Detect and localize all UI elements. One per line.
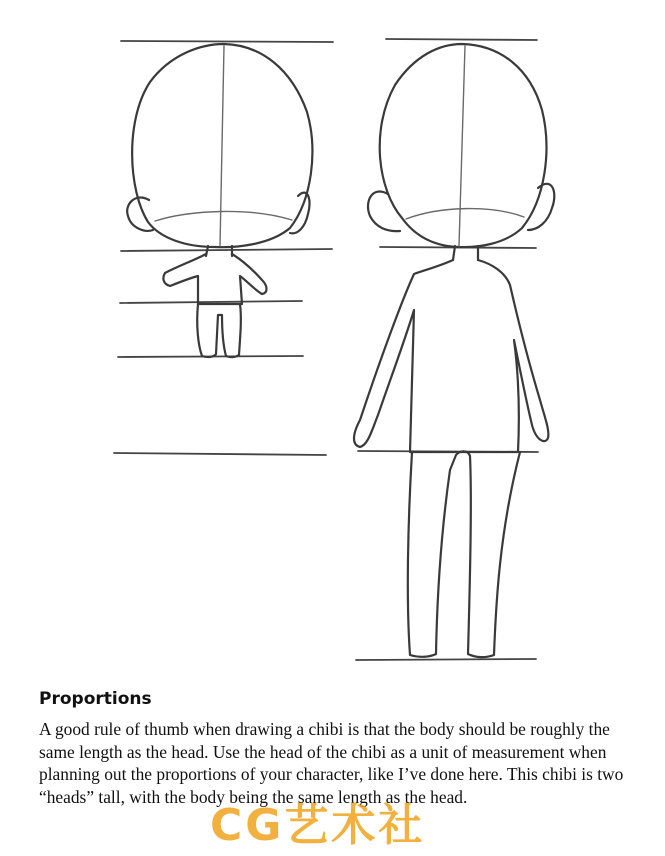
- section-heading: Proportions: [39, 689, 152, 709]
- guide-line-top: [121, 41, 333, 42]
- watermark-logo: [206, 794, 464, 850]
- chibi-legs: [197, 304, 241, 357]
- guide-line-feet-right: [356, 659, 536, 660]
- tall-head-centerline: [459, 46, 465, 246]
- chibi-torso: [163, 254, 266, 304]
- tall-figure: [354, 39, 554, 660]
- tall-torso: [354, 260, 548, 452]
- watermark-text: CG艺术社: [210, 800, 426, 850]
- guide-line-waist: [120, 301, 302, 303]
- chibi-jaw-line: [155, 211, 292, 221]
- section-body-text: A good rule of thumb when drawing a chibi is that the body should be roughly the same length as the head. Use the head of the chibi as a unit of measurement when planning out the proportions of your character, like I’ve done here. This chibi is two “heads” tall, with the body being the same length as the head.: [39, 719, 624, 807]
- guide-line-chin: [121, 249, 332, 251]
- tall-jaw-line: [406, 209, 524, 219]
- guide-line-top-right: [386, 39, 537, 40]
- chibi-figure: [114, 41, 333, 455]
- guide-line-extra: [114, 453, 326, 455]
- tall-ear-left: [368, 191, 400, 231]
- tall-legs: [408, 451, 520, 657]
- proportions-text-section: [39, 688, 639, 808]
- chibi-head-centerline: [220, 46, 224, 246]
